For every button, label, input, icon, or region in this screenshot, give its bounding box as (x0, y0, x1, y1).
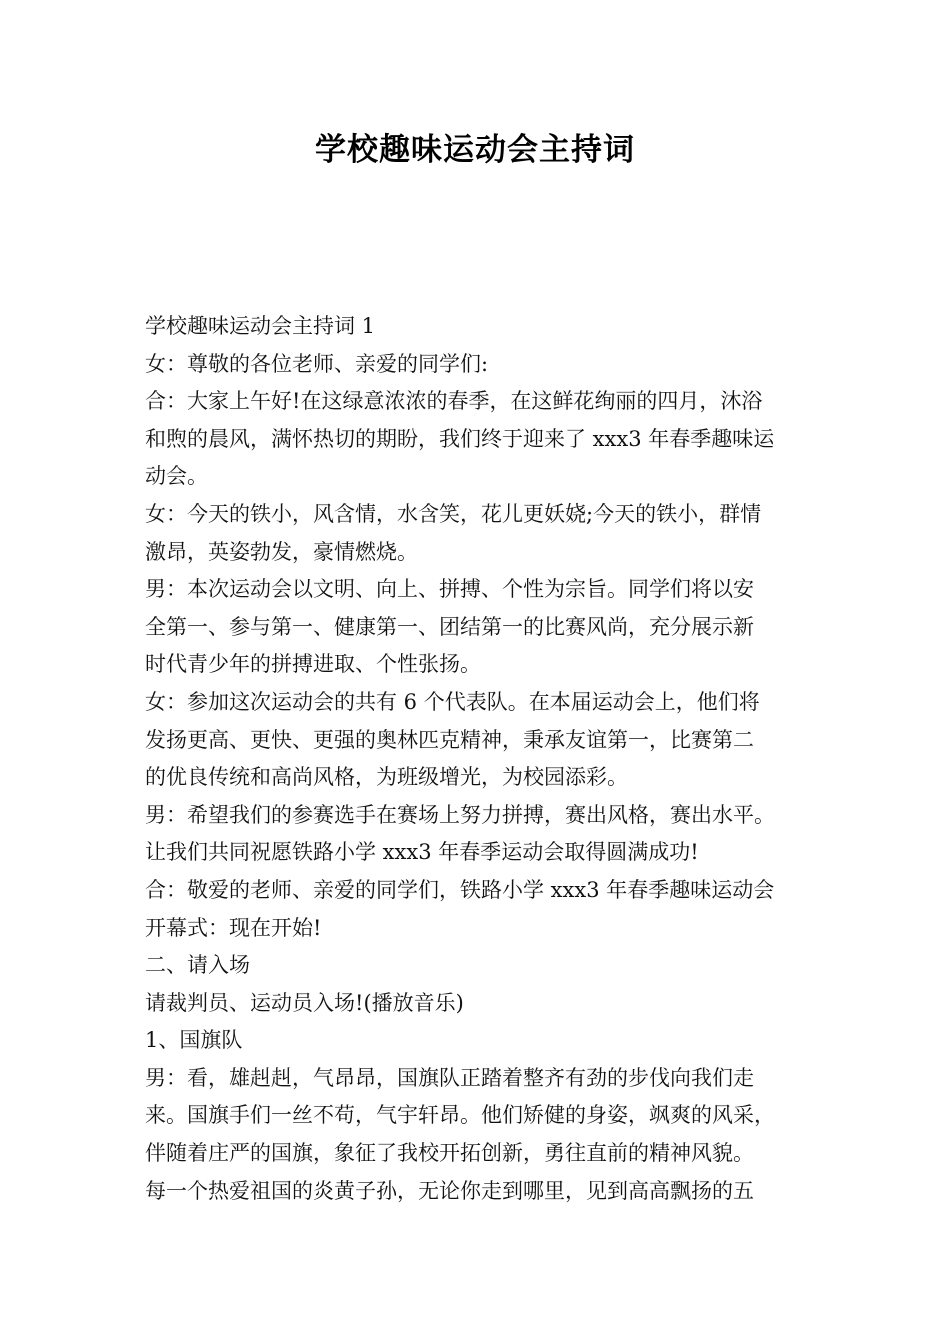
body-line: 发扬更高、更快、更强的奥林匹克精神，秉承友谊第一，比赛第二 (145, 727, 754, 752)
body-line: 激昂，英姿勃发，豪情燃烧。 (145, 539, 418, 564)
document-title: 学校趣味运动会主持词 (315, 132, 635, 168)
body-line: 男：希望我们的参赛选手在赛场上努力拼搏，赛出风格，赛出水平。 (145, 802, 775, 827)
body-line: 开幕式：现在开始! (145, 915, 322, 940)
body-line: 每一个热爱祖国的炎黄子孙，无论你走到哪里，见到高高飘扬的五 (145, 1178, 754, 1203)
body-line: 女：尊敬的各位老师、亲爱的同学们: (145, 351, 489, 376)
body-line: 来。国旗手们一丝不苟，气宇轩昂。他们矫健的身姿，飒爽的风采， (145, 1103, 775, 1128)
body-line: 和煦的晨风，满怀热切的期盼，我们终于迎来了 xxx3 年春季趣味运 (145, 426, 775, 451)
body-line: 合：敬爱的老师、亲爱的同学们，铁路小学 xxx3 年春季趣味运动会 (145, 877, 775, 902)
body-line: 全第一、参与第一、健康第一、团结第一的比赛风尚，充分展示新 (145, 614, 754, 639)
body-line: 请裁判员、运动员入场!(播放音乐) (145, 990, 464, 1015)
body-line: 女：参加这次运动会的共有 6 个代表队。在本届运动会上，他们将 (145, 689, 760, 714)
body-line: 男：本次运动会以文明、向上、拼搏、个性为宗旨。同学们将以安 (145, 577, 754, 602)
body-line: 的优良传统和高尚风格，为班级增光，为校园添彩。 (145, 765, 628, 790)
body-line: 学校趣味运动会主持词 1 (145, 314, 376, 338)
body-line: 动会。 (145, 464, 208, 489)
document-body (145, 308, 815, 1210)
body-line: 女：今天的铁小，风含情，水含笑，花儿更妖娆;今天的铁小，群情 (145, 501, 762, 526)
subsection-heading: 1、国旗队 (145, 1028, 243, 1053)
body-line: 男：看，雄赳赳，气昂昂，国旗队正踏着整齐有劲的步伐向我们走 (145, 1065, 754, 1090)
section-heading: 二、请入场 (145, 953, 250, 978)
body-line: 伴随着庄严的国旗，象征了我校开拓创新，勇往直前的精神风貌。 (145, 1141, 754, 1166)
body-line: 时代青少年的拼搏进取、个性张扬。 (145, 652, 481, 677)
body-line: 让我们共同祝愿铁路小学 xxx3 年春季运动会取得圆满成功! (145, 840, 699, 865)
body-line: 合：大家上午好!在这绿意浓浓的春季，在这鲜花绚丽的四月，沐浴 (145, 389, 763, 414)
